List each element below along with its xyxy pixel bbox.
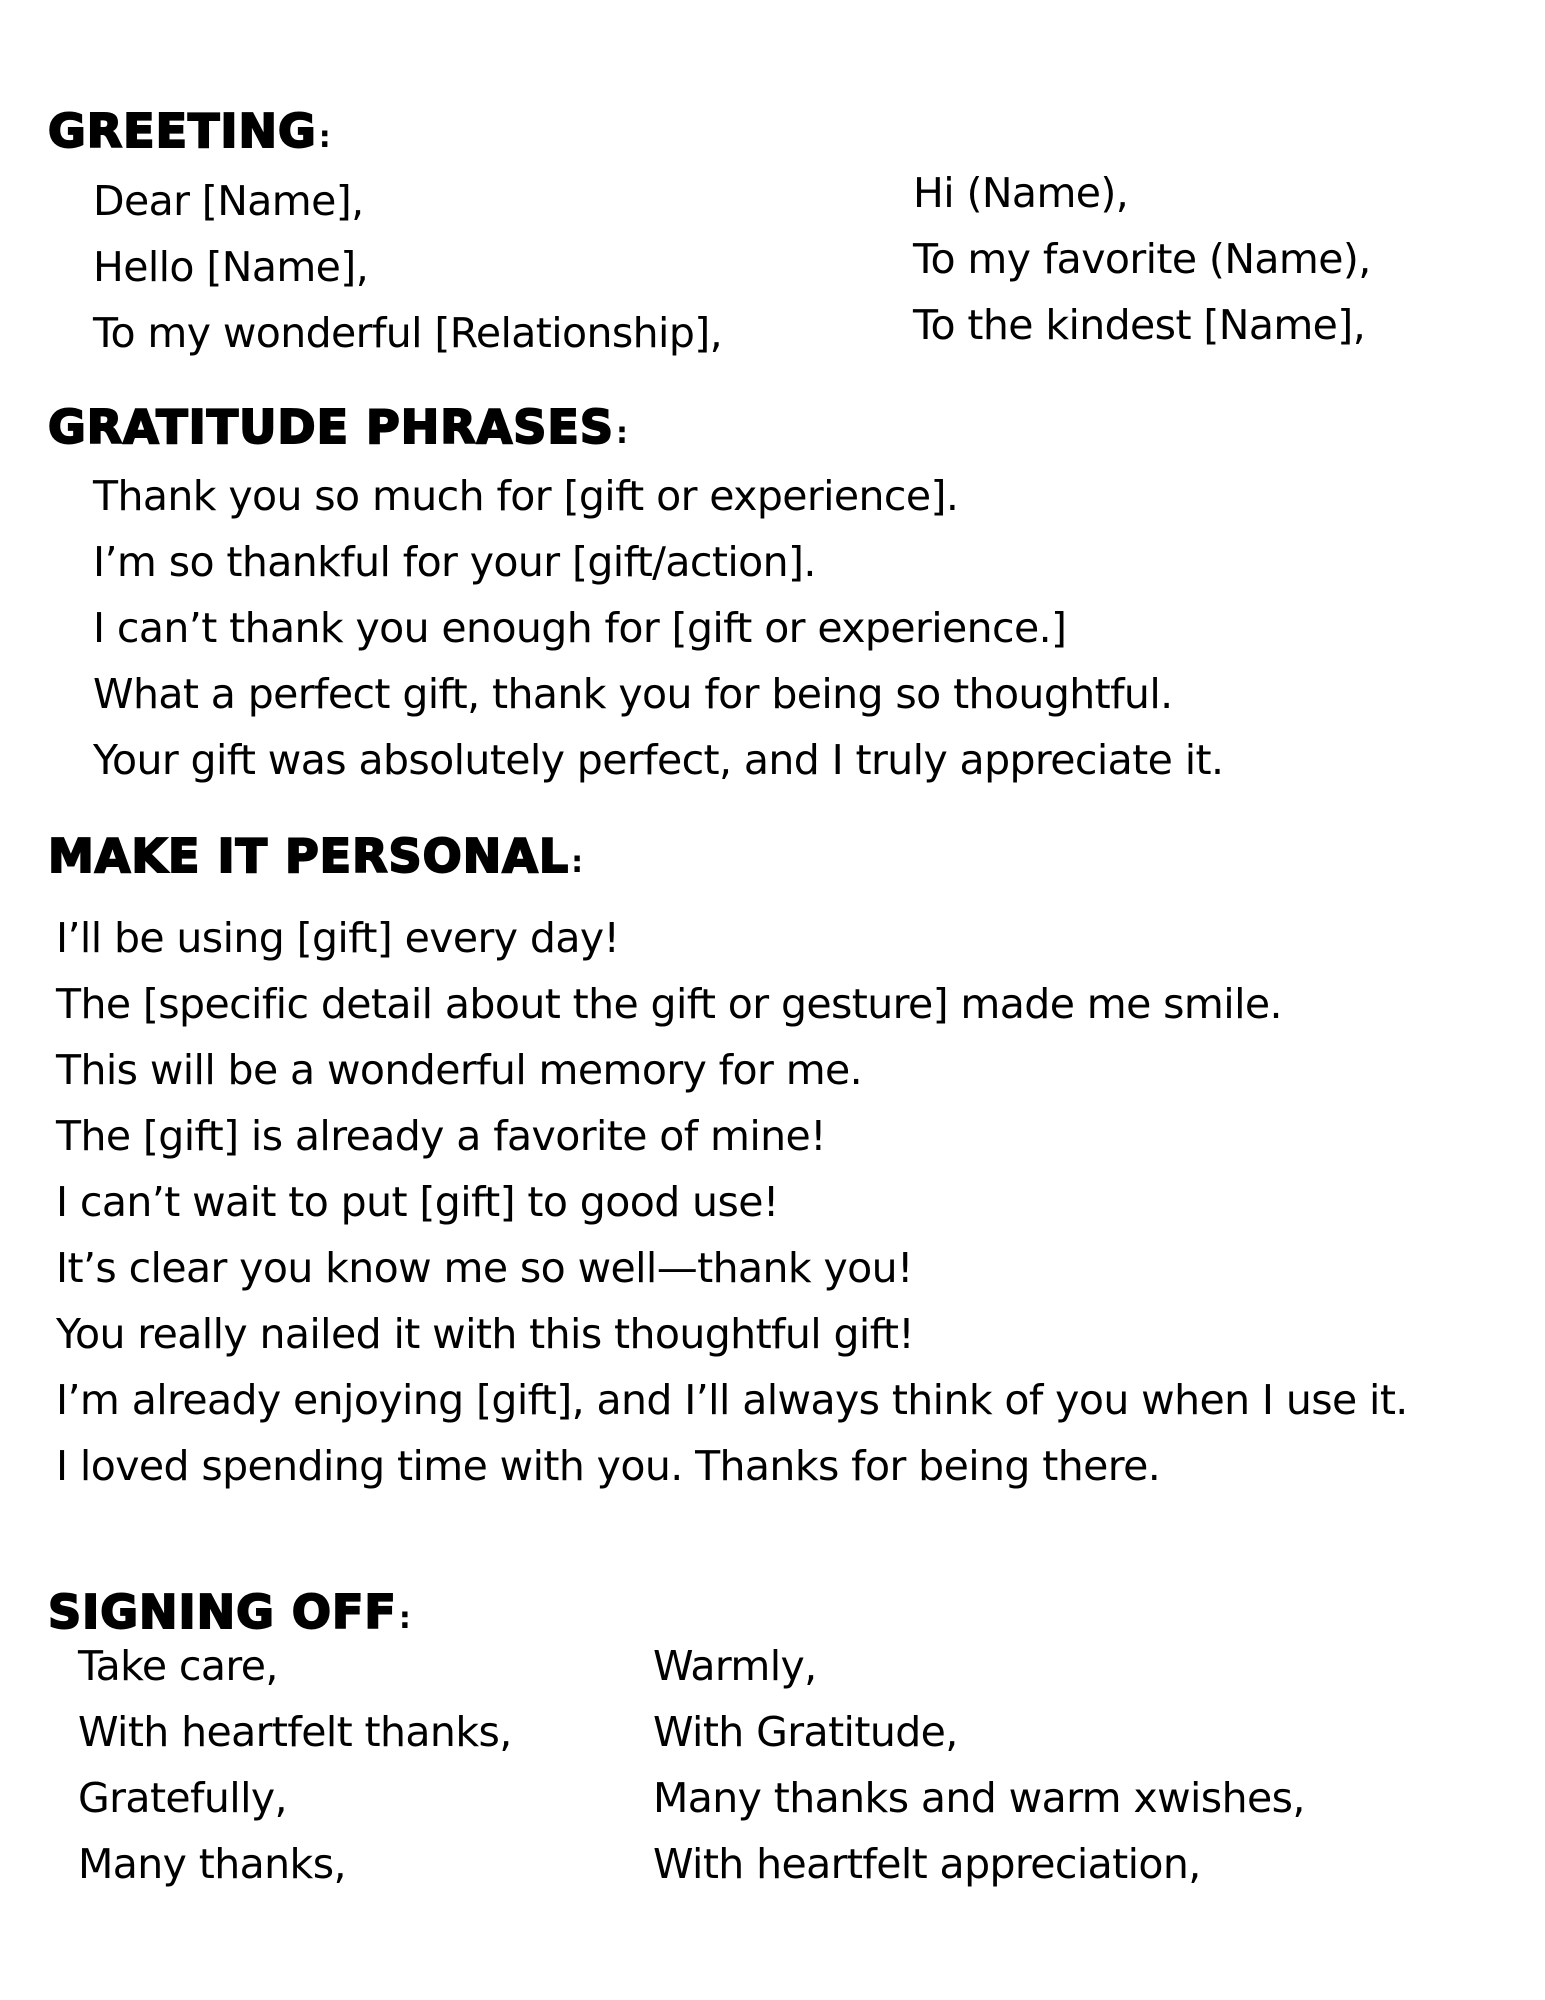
gratitude-item: Thank you so much for [gift or experience]. [93,472,959,520]
greeting-item: To my favorite (Name), [913,235,1371,283]
signoff-colon: : [398,1601,412,1636]
personal-item: I can’t wait to put [gift] to good use! [56,1178,779,1226]
signoff-heading [48,1585,412,1639]
personal-item: The [specific detail about the gift or gesture] made me smile. [56,980,1282,1028]
gratitude-title: GRATITUDE PHRASES [48,400,614,454]
signoff-item: With heartfelt thanks, [78,1708,512,1756]
gratitude-item: I can’t thank you enough for [gift or experience.] [93,604,1067,652]
greeting-item: To the kindest [Name], [913,301,1366,349]
personal-item: I’ll be using [gift] every day! [56,914,620,962]
greeting-item: To my wonderful [Relationship], [93,309,723,357]
signoff-item: Warmly, [653,1642,817,1690]
personal-item: This will be a wonderful memory for me. [56,1046,863,1094]
personal-item: I’m already enjoying [gift], and I’ll always think of you when I use it. [56,1376,1408,1424]
greeting-colon: : [318,120,332,155]
gratitude-heading [48,400,629,454]
greeting-item: Hello [Name], [93,243,369,291]
signoff-item: With Gratitude, [653,1708,958,1756]
signoff-item: Take care, [78,1642,278,1690]
gratitude-item: I’m so thankful for your [gift/action]. [93,538,816,586]
greeting-item: Dear [Name], [93,177,364,225]
signoff-item: Gratefully, [78,1774,287,1822]
personal-item: The [gift] is already a favorite of mine! [56,1112,827,1160]
greeting-list-right [913,160,1371,358]
signoff-item: With heartfelt appreciation, [653,1840,1201,1888]
signoff-list-left [78,1633,512,1897]
greeting-heading [48,104,332,158]
personal-item: I loved spending time with you. Thanks for being there. [56,1442,1161,1490]
personal-item: It’s clear you know me so well—thank you! [56,1244,913,1292]
personal-title: MAKE IT PERSONAL [48,829,570,883]
personal-item: You really nailed it with this thoughtful gift! [56,1310,915,1358]
signoff-list-right [653,1633,1305,1897]
gratitude-colon: : [615,416,629,451]
personal-colon: : [571,845,585,880]
personal-list [56,905,1496,1499]
gratitude-item: Your gift was absolutely perfect, and I truly appreciate it. [93,736,1224,784]
signoff-item: Many thanks and warm xwishes, [653,1774,1305,1822]
gratitude-list [93,463,1223,793]
greeting-list-left [93,168,722,366]
greeting-title: GREETING [48,104,317,158]
personal-heading [48,829,585,883]
signoff-title: SIGNING OFF [48,1585,397,1639]
signoff-item: Many thanks, [78,1840,346,1888]
gratitude-item: What a perfect gift, thank you for being so thoughtful. [93,670,1173,718]
greeting-item: Hi (Name), [913,169,1129,217]
